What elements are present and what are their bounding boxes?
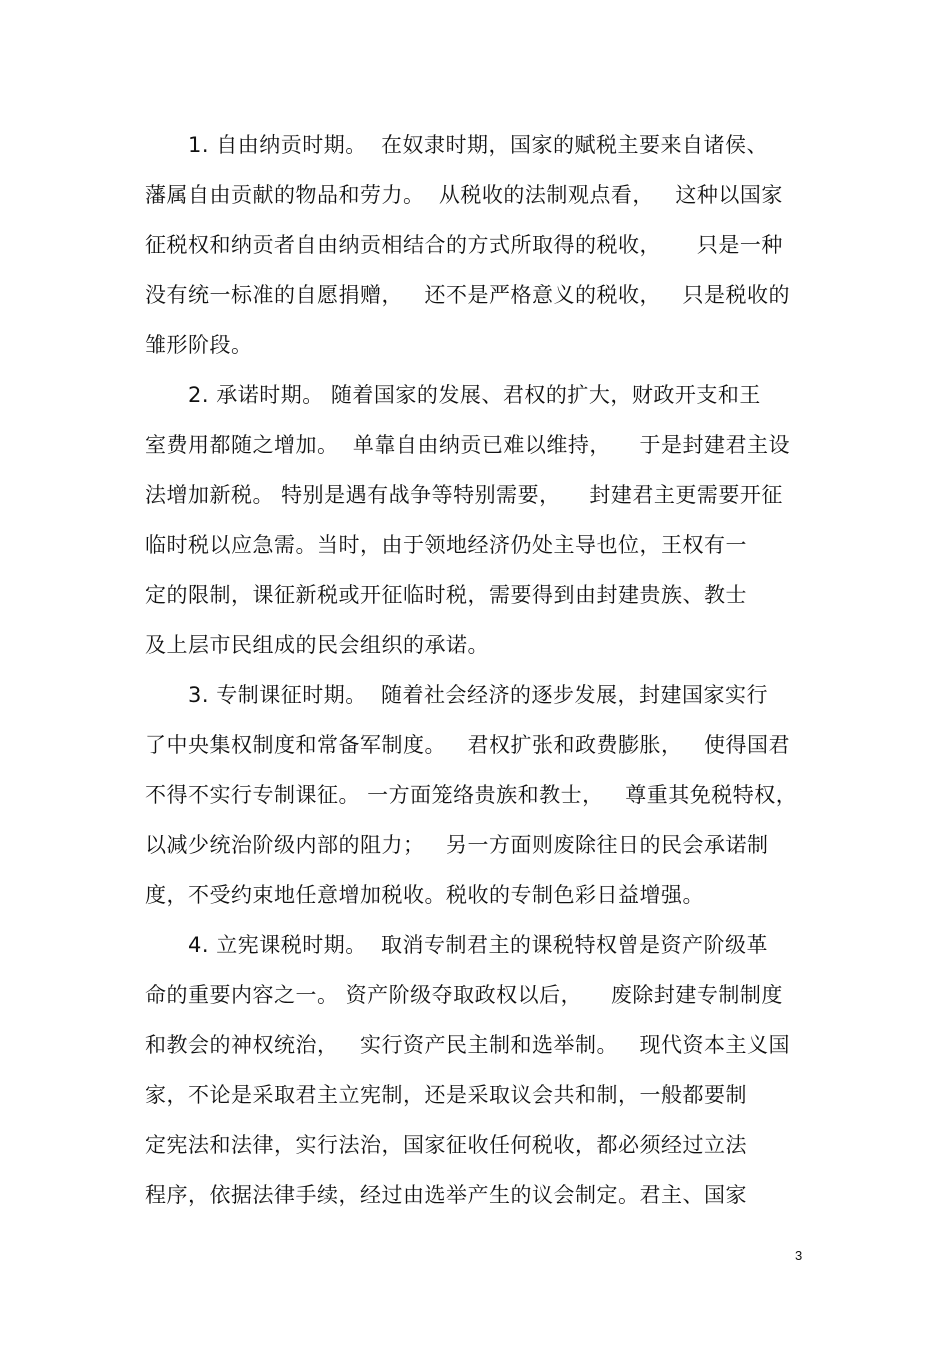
paragraph-3-line-5: 度，不受约束地任意增加税收。税收的专制色彩日益增强。 <box>145 883 704 907</box>
page-number: 3 <box>795 1248 803 1263</box>
paragraph-1-line-5: 雏形阶段。 <box>145 333 253 357</box>
paragraph-4-line-1: 4. 立宪课税时期。 取消专制君主的课税特权曾是资产阶级革 <box>188 933 769 957</box>
paragraph-2-line-1: 2. 承诺时期。 随着国家的发展、君权的扩大，财政开支和王 <box>188 383 761 407</box>
paragraph-2-line-5: 定的限制，课征新税或开征临时税，需要得到由封建贵族、教士 <box>145 583 747 607</box>
paragraph-2-line-4: 临时税以应急需。当时，由于领地经济仍处主导也位，王权有一 <box>145 533 747 557</box>
paragraph-2-line-3: 法增加新税。 特别是遇有战争等特别需要， 封建君主更需要开征 <box>145 483 783 507</box>
paragraph-3-line-1: 3. 专制课征时期。 随着社会经济的逐步发展，封建国家实行 <box>188 683 769 707</box>
paragraph-4-line-5: 定宪法和法律，实行法治，国家征收任何税收，都必须经过立法 <box>145 1133 747 1157</box>
paragraph-4-line-3: 和教会的神权统治， 实行资产民主制和选举制。 现代资本主义国 <box>145 1033 791 1057</box>
paragraph-2-line-2: 室费用都随之增加。 单靠自由纳贡已难以维持， 于是封建君主设 <box>145 433 791 457</box>
paragraph-4-line-4: 家，不论是采取君主立宪制，还是采取议会共和制，一般都要制 <box>145 1083 747 1107</box>
paragraph-1-line-4: 没有统一标准的自愿捐赠， 还不是严格意义的税收， 只是税收的 <box>145 283 791 307</box>
paragraph-3-line-2: 了中央集权制度和常备军制度。 君权扩张和政费膨胀， 使得国君 <box>145 733 791 757</box>
paragraph-2-line-6: 及上层市民组成的民会组织的承诺。 <box>145 633 489 657</box>
paragraph-4-line-2: 命的重要内容之一。 资产阶级夺取政权以后， 废除封建专制制度 <box>145 983 783 1007</box>
paragraph-3-line-3: 不得不实行专制课征。 一方面笼络贵族和教士， 尊重其免税特权， <box>145 783 798 807</box>
paragraph-1-line-3: 征税权和纳贡者自由纳贡相结合的方式所取得的税收， 只是一种 <box>145 233 783 257</box>
paragraph-3-line-4: 以减少统治阶级内部的阻力； 另一方面则废除往日的民会承诺制 <box>145 833 769 857</box>
paragraph-1-line-1: 1. 自由纳贡时期。 在奴隶时期，国家的赋税主要来自诸侯、 <box>188 133 769 157</box>
paragraph-1-line-2: 藩属自由贡献的物品和劳力。 从税收的法制观点看， 这种以国家 <box>145 183 783 207</box>
paragraph-4-line-6: 程序，依据法律手续，经过由选举产生的议会制定。君主、国家 <box>145 1183 747 1207</box>
